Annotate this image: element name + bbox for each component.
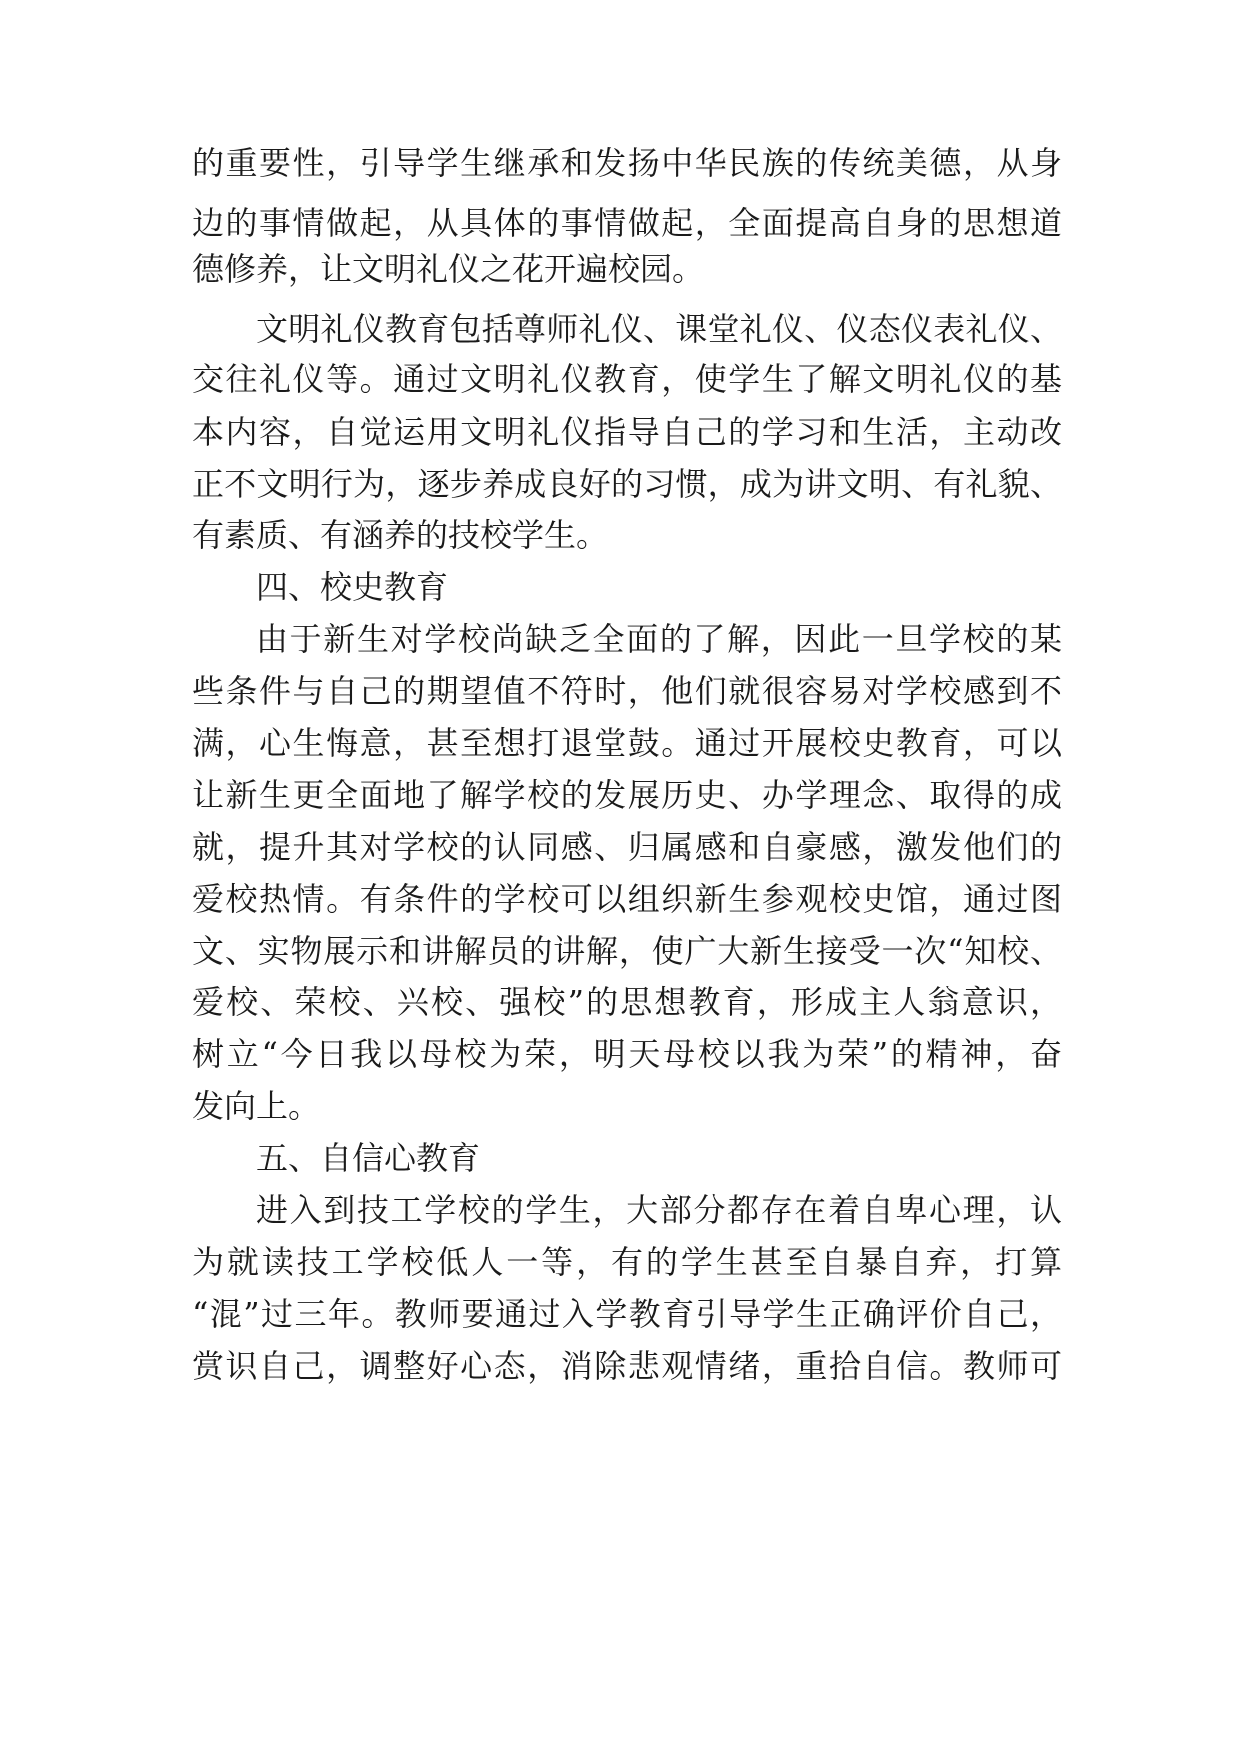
text-line: 文、实物展示和讲解员的讲解，使广大新生接受一次“知校、 [192,932,1062,970]
text-line: 有素质、有涵养的技校学生。 [192,516,609,554]
text-line: 德修养，让文明礼仪之花开遍校园。 [192,250,705,288]
text-line: 交往礼仪等。通过文明礼仪教育，使学生了解文明礼仪的基 [192,360,1062,398]
paragraph-first-line: 由于新生对学校尚缺乏全面的了解，因此一旦学校的某 [256,620,1062,658]
section-heading: 四、校史教育 [256,568,449,606]
text-line: 本内容，自觉运用文明礼仪指导自己的学习和生活，主动改 [192,413,1062,451]
text-line: 就，提升其对学校的认同感、归属感和自豪感，激发他们的 [192,828,1062,866]
text-line: 边的事情做起，从具体的事情做起，全面提高自身的思想道 [192,204,1062,242]
text-line: “混”过三年。教师要通过入学教育引导学生正确评价自己， [192,1295,1062,1333]
section-heading: 五、自信心教育 [256,1139,481,1177]
text-line: 爱校热情。有条件的学校可以组织新生参观校史馆，通过图 [192,880,1062,918]
text-line: 树立“今日我以母校为荣，明天母校以我为荣”的精神，奋 [192,1035,1062,1073]
text-line: 正不文明行为，逐步养成良好的习惯，成为讲文明、有礼貌、 [192,465,1062,503]
text-line: 些条件与自己的期望值不符时，他们就很容易对学校感到不 [192,672,1062,710]
text-line: 让新生更全面地了解学校的发展历史、办学理念、取得的成 [192,776,1062,814]
paragraph-first-line: 文明礼仪教育包括尊师礼仪、课堂礼仪、仪态仪表礼仪、 [256,310,1062,348]
text-line: 爱校、荣校、兴校、强校”的思想教育，形成主人翁意识， [192,983,1062,1021]
text-line: 满，心生悔意，甚至想打退堂鼓。通过开展校史教育，可以 [192,724,1062,762]
text-line: 赏识自己，调整好心态，消除悲观情绪，重拾自信。教师可 [192,1347,1062,1385]
paragraph-first-line: 进入到技工学校的学生，大部分都存在着自卑心理，认 [256,1191,1062,1229]
text-line: 为就读技工学校低人一等，有的学生甚至自暴自弃，打算 [192,1243,1062,1281]
text-line: 的重要性，引导学生继承和发扬中华民族的传统美德，从身 [192,144,1062,182]
text-line: 发向上。 [192,1087,321,1125]
